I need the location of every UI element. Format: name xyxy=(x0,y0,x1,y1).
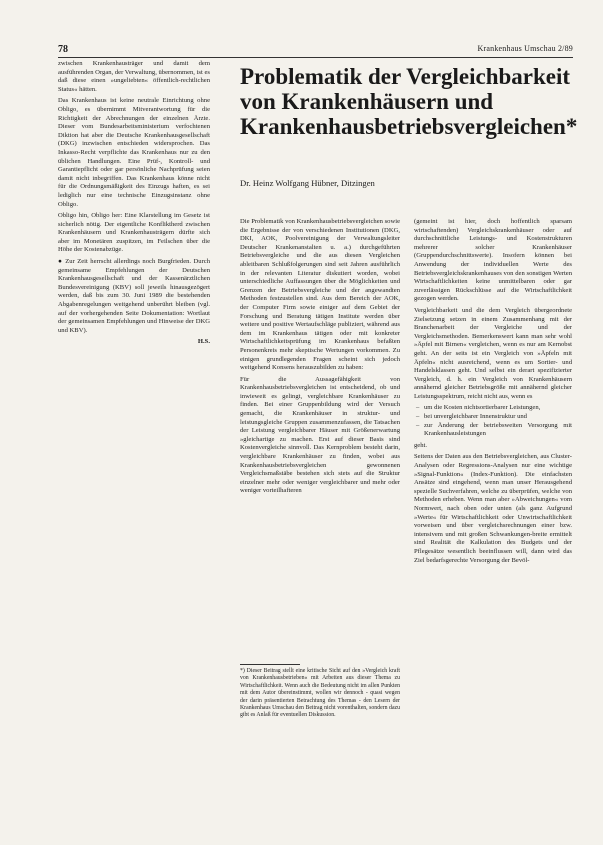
paragraph: (gemeint ist hier, doch hoffentlich sparsam wirtschaftenden) Vergleichskrankenhäuser oder auf durchschnittliche Leistungs- und Kostenstrukturen mehrerer solcher Krankenhäuser (Gruppendurchschnittswerte). Insofern können bei Anwendung der individuellen Werte des Betriebsvergleichskrankenhauses von den sonstigen Werten Wirtschaftlichkeiten keine unmittelbaren oder gar zuverlässigen Rückschlüsse auf die Wirtschaftlichkeit gezogen werden. xyxy=(414,218,572,303)
paragraph: geht. xyxy=(414,441,428,449)
left-column xyxy=(58,60,210,350)
running-head: Krankenhaus Umschau 2/89 xyxy=(477,44,573,53)
footnote-rule xyxy=(240,664,300,665)
paragraph-text: Zur Zeit herrscht allerdings noch Burgfrieden. Durch gemeinsame Empfehlungen der Deutschen Krankenhausgesellschaft und der Kassenärztlichen Bundesvereinigung (KBV) soll jeweils hinausgezögert werden, daß bis zum 30. Juni 1989 die bestehenden Abgabenregelungen weitgehend unberührt bleiben (vgl. auf der vorhergehenden Seite Dokumentation: Wortlaut der gemeinsamen Empfehlungen und Hinweise der DKG und KBV). xyxy=(58,258,211,334)
paragraph xyxy=(58,258,210,335)
article-author: Dr. Heinz Wolfgang Hübner, Ditzingen xyxy=(240,178,375,188)
header-rule xyxy=(58,57,573,58)
paragraph: Das Krankenhaus ist keine neutrale Einrichtung ohne Obligo, es übernimmt Mitverantwortung für die Richtigkeit der Abrechnungen der einzelnen Ärzte. Dieser vom Bundesarbeitsministerium verfochtenen Diktion hat aber die Deutsche Krankenhausgesellschaft (DKG) inzwischen entschieden widersprochen. Das Inkasso-Recht verpflichte das Krankenhaus nur zu den üblichen Handlungen. Eine Prüf-, Kontroll- und Garantiepflicht oder gar persönliche Nachprüfung seien damit nicht inbegriffen. Das Krankenhaus könne nicht für die Ordnungsmäßigkeit des Einzugs haften, es sei lediglich nur eine technische Einzugsinstanz ohne Obligo. xyxy=(58,97,210,208)
list-item: – bei unvergleichbarer Innenstruktur und xyxy=(424,413,572,422)
list-item: – um die Kosten nichtsortierbarer Leistungen, xyxy=(424,404,572,413)
middle-column xyxy=(240,218,400,499)
footnote: *) Dieser Beitrag stellt eine kritische Sicht auf den »Vergleich kraft von Krankenhausbetrieben« mit Arbeiten aus dieser Thema zu Wirtschaftlichkeit. Wenn auch die Bedeutung nicht im allen Punkten mit dem Autor übereinstimmt, wollen wir dennoch - quasi wegen der darin präsentierten Betrachtung des Themas - den Lesern der Krankenhaus Umschau den Beitrag nicht vorenthalten, sondern dazu gibt es Anlaß für eventuellen Diskussion. xyxy=(240,668,400,719)
paragraph: Vergleichbarkeit und die dem Vergleich übergeordnete Zielsetzung setzen in einem Zusammenhang mit der Branchenarbeit der Vergleiche und der Vergleichsmethoden. Bemerkenswert kann man sehr wohl »Äpfel mit Birnen« vergleichen, wenn es nur am Kernobst geht. An der seits ist ein Vergleich von »Äpfeln mit Äpfeln« nicht ausreichend, wenn es um Sortier- und Handelsklassen geht. Und selbst ein derart spezifizierter Vergleich, d. h. ein Vergleich von Krankenhäusern annähernd gleicher Betriebsgröße mit annähernd gleicher Leistungsspektrum, reicht nicht aus, wenn es xyxy=(414,306,572,400)
page-number: 78 xyxy=(58,44,68,55)
bullet-icon: ● xyxy=(58,258,63,266)
right-column xyxy=(414,218,572,568)
paragraph: Für die Aussagefähigkeit von Krankenhausbetriebsvergleichen ist entscheidend, ob und inwieweit es gelingt, vergleichbare Krankenhäuser zu finden. Bei einer Gruppenbildung wird der Versuch gemacht, die Krankenhäuser in struktur- und leistungsgleiche Gruppen zusammenzufassen, die Tatsachen der Leistung vergleichbarer Häuser mit Größenerwartung »gleichartige zu machen. Erst auf dieser Basis sind Kostenvergleiche sinnvoll. Das Kernproblem besteht darin, vergleichbare Krankenhäuser zu finden, wobei aus Krankenhausbetriebsvergleichen gewonnenen Vergleichsmaßstäbe bestehen sich stets auf die Struktur einzelner mehr oder weniger vergleichbarer und mehr oder weniger vorteilhafteren xyxy=(240,375,400,495)
author-initials: H.S. xyxy=(197,338,210,346)
dash-list xyxy=(414,404,572,438)
article-title: Problematik der Vergleichbarkeit von Krankenhäusern und Krankenhausbetriebsvergleichen* xyxy=(240,64,578,139)
list-item: – zur Änderung der betriebsweiten Versorgung mit Krankenhausleistungen xyxy=(424,422,572,439)
paragraph: Die Problematik von Krankenhausbetriebsvergleichen sowie die Ergebnisse der von verschiedenen Institutionen (DKG, DKI, AOK, Poolvereinigung der Verwaltungsleiter Deutscher Krankenanstalten u. a.) durchgeführten Betriebsvergleiche und die aus diesen Vergleichen ableitbaren Schlußfolgerungen sind seit Jahren ausführlich in der relevanten Literatur diskutiert worden, wobei unterschiedliche Auffassungen über die Möglichkeiten und Grenzen der Betriebsvergleiche und der angewandten Methoden festzustellen sind. Aus dem Bereich der AOK, der Computer Firm sowie einiger auf dem Gebiet der Forschung und Beratung tätigen Institute werden über weitere und positive Wertaufschläge publiziert, während aus dem im Krankenhaus tätigen oder mit konkreter Wirtschaftlichkeitsprüfung im Krankenhaus befaßten Personenkreis mehr skeptische Wertungen vorkommen. Zu einigen grundlegenden Fragen scheint sich jedoch weitgehend Konsens herauszubilden zu haben: xyxy=(240,218,400,372)
paragraph: Obligo hin, Obligo her: Eine Klarstellung im Gesetz ist sicherlich nötig. Der eigentliche Konfliktherd zwischen Krankenhäusern und Krankenhausträgern dürfte sich aber im Monetären zuspitzen, im Feilschen über die Höhe der Kostenabzüge. xyxy=(58,212,210,254)
paragraph: zwischen Krankenhausträger und damit dem ausführenden Organ, der Verwaltung, übernommen, ist es daß diese einen »ungeliebten« öffentlich-rechtlichen Status« hätten. xyxy=(58,60,210,93)
paragraph: Seitens der Daten aus den Betriebsvergleichen, aus Cluster-Analysen oder Regressions-Analysen nur eine wichtige »Signal-Funktion« (Index-Funktion). Die einfachsten Ansätze sind eingehend, wenn man unser Herausgehend spezielle Suchverfahren, welche zu überprüfen, welche von Methoden erheben. Wenn man aber »Abweichungen« vom Normwert, nach oben oder unten (als ganz Aufgrund »Werte« für Wirtschaftlichkeit oder Unwirtschaftlichkeit vorweisen und über vergleichsrechnungen einer bzw. intensivem und mit großen Schwankungen-breite ermittelt sind Realität die Kalkulation des Budgets und der Pflegesätze wesentlich beeinflussen will, dann wird das Ziel bedarfsgerechte Versorgung der Bevöl- xyxy=(414,453,572,564)
